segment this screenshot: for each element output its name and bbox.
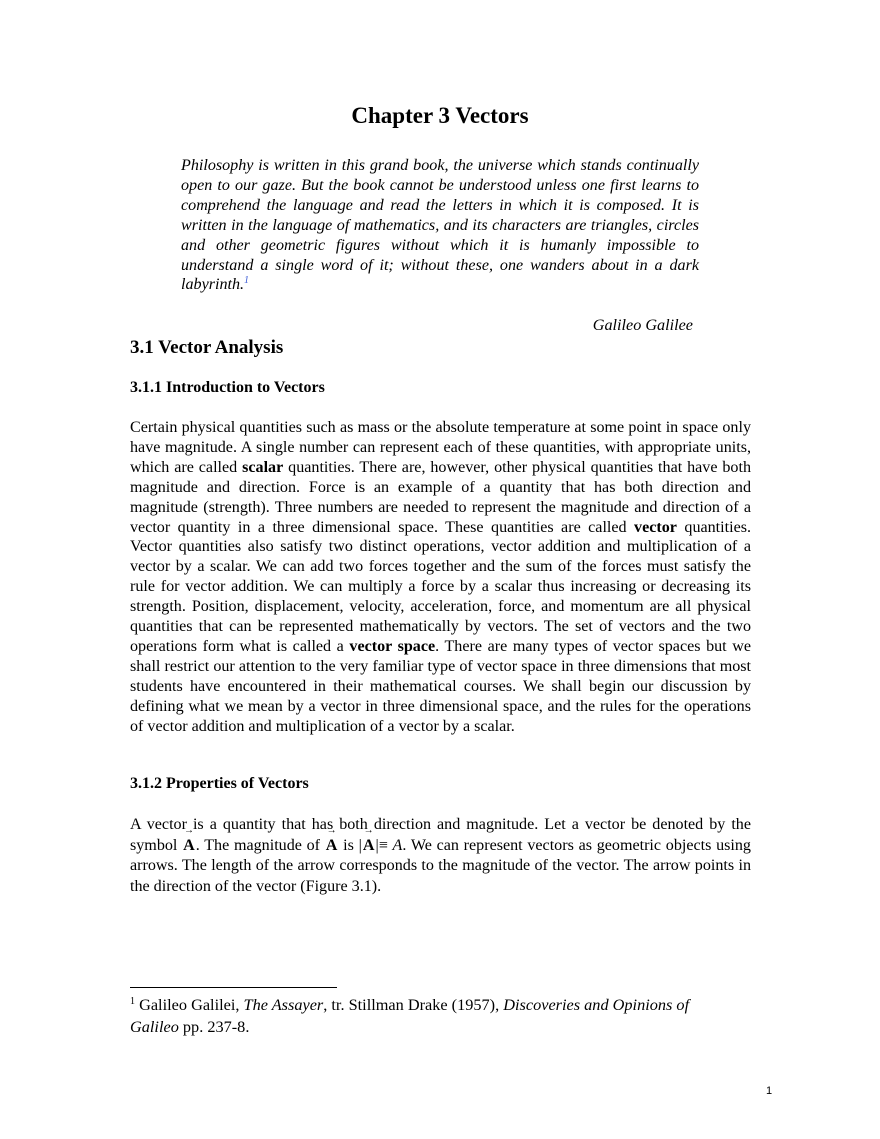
intro-text-1: Certain physical quantities such as mass or the absolute temperature at some point in space only have magnitude. A single number can represent each of these quantities, with appropriate units, which are called — [130, 419, 751, 476]
intro-paragraph — [130, 418, 751, 737]
intro-text-4: . There are many types of vector spaces but we shall restrict our attention to the very familiar type of vector space in three dimensions that most students have encountered in their mathematical courses. We shall begin our discussion by defining what we mean by a vector in three dimensional space, and the rules for the operations of vector addition and multiplication of a vector by a scalar. — [130, 637, 751, 735]
footnote-collection-title: Discoveries and Opinions of Galileo — [130, 995, 690, 1036]
properties-text-3: is — [338, 836, 359, 854]
subsection-heading-introduction: 3.1.1 Introduction to Vectors — [130, 379, 325, 396]
term-scalar: scalar — [242, 458, 284, 476]
vector-symbol-a: → A — [182, 836, 196, 857]
properties-text-1: A vector is a quantity that has both direction and magnitude. Let a vector be denoted by the symbol — [130, 816, 751, 854]
epigraph-attribution: Galileo Galilee — [592, 316, 693, 334]
footnote-pages: pp. 237-8. — [178, 1017, 250, 1036]
properties-paragraph — [130, 815, 751, 897]
footnote — [130, 994, 730, 1038]
magnitude-bar-left: | — [358, 836, 362, 854]
footnote-divider — [130, 987, 337, 988]
term-vector-space: vector space — [349, 637, 436, 655]
intro-text-2: quantities. There are, however, other physical quantities that have both magnitude and direction. Force is an example of a quantity that has both direction and magnitude (strength). Three numbers are needed to represent the magnitude and direction of a vector quantity in a three dimensional space. These quantities are called — [130, 458, 751, 536]
epigraph-text: Philosophy is written in this grand book, the universe which stands continually open to our gaze. But the book cannot be understood unless one first learns to comprehend the language and read the letters in which it is composed. It is written in the language of mathematics, and its characters are triangles, circles and other geometric figures without which it is humanly impossible to understand a single word of it; without these, one wanders about in a dark labyrinth. — [181, 157, 699, 294]
section-heading: 3.1 Vector Analysis — [130, 337, 284, 358]
equiv-sign: ≡ — [378, 836, 388, 854]
page-number: 1 — [766, 1085, 773, 1097]
properties-text-2: . The magnitude of — [195, 836, 325, 854]
intro-text-3: quantities. Vector quantities also satisfy two distinct operations, vector addition and multiplication of a vector by a scalar. We can add two forces together and the sum of the forces must satisfy the rule for vector addition. We can multiply a force by a scalar thus increasing or decreasing its strength. Position, displacement, velocity, acceleration, force, and momentum are all physical quantities that can be represented mathematically by vectors. The set of vectors and the two operations form what is called a — [130, 518, 751, 655]
magnitude-symbol: A — [392, 836, 403, 854]
footnote-work-title: The Assayer — [243, 995, 324, 1014]
properties-text-4: . We can represent vectors as geometric objects using arrows. The length of the arrow corresponds to the magnitude of the vector. The arrow points in the direction of the vector (Figure 3.1). — [130, 836, 751, 895]
footnote-number: 1 — [130, 996, 135, 1007]
vector-symbol-a: → A — [325, 836, 339, 857]
epigraph-quote — [181, 156, 699, 295]
term-vector: vector — [634, 518, 677, 536]
subsection-heading-properties: 3.1.2 Properties of Vectors — [130, 775, 309, 792]
footnote-translator: , tr. Stillman Drake (1957), — [323, 995, 504, 1014]
footnote-ref-link[interactable]: 1 — [244, 275, 250, 287]
vector-symbol-a: → A — [362, 836, 376, 857]
footnote-author: Galileo Galilei, — [139, 995, 244, 1014]
magnitude-bar-right: | — [375, 836, 379, 854]
chapter-title: Chapter 3 Vectors — [351, 103, 529, 128]
